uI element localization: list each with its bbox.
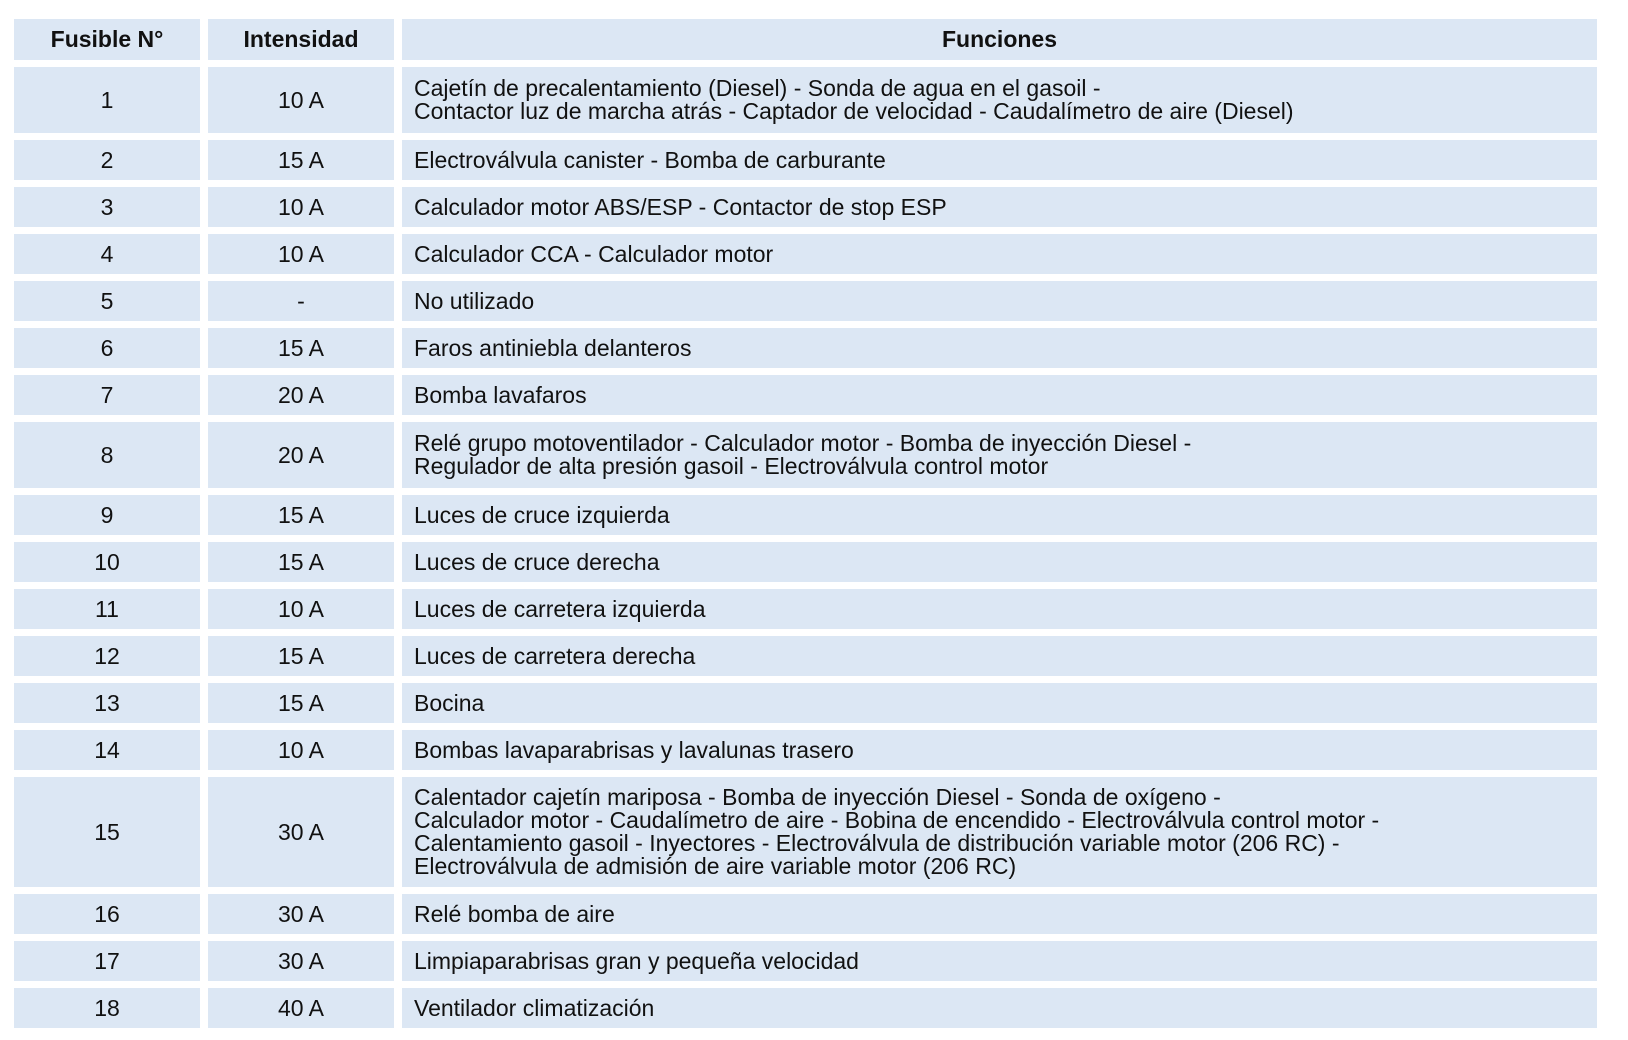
functions-cell [402,894,1597,934]
fuse-number-cell [14,730,200,770]
functions-cell [402,140,1597,180]
intensity-cell-text: 10 A [277,595,325,622]
functions-cell-text: Relé bomba de aire [414,900,615,927]
fuse-number-cell [14,67,200,133]
header-intensity: Intensidad [208,19,394,60]
intensity-cell [208,988,394,1028]
fuse-number-cell-text: 5 [100,287,114,314]
functions-cell [402,67,1597,133]
intensity-cell [208,328,394,368]
fuse-number-cell [14,941,200,981]
functions-cell-text: Luces de cruce derecha [414,548,660,575]
functions-cell [402,636,1597,676]
fuse-number-cell [14,777,200,887]
functions-cell [402,375,1597,415]
intensity-cell-text: 15 A [277,146,325,173]
fuse-number-cell-text: 7 [100,381,114,408]
functions-cell-text: Cajetín de precalentamiento (Diesel) - Sonda de agua en el gasoil - Contactor luz de marcha atrás - Captador de velocidad - Caudalímetro de aire (Diesel) [414,75,1294,124]
functions-cell-text: Relé grupo motoventilador - Calculador motor - Bomba de inyección Diesel - Regulador de alta presión gasoil - Electroválvula control motor [414,430,1192,479]
functions-cell-text: Calculador CCA - Calculador motor [414,240,774,267]
fuse-number-cell-text: 13 [94,689,120,716]
fuse-number-cell [14,281,200,321]
functions-cell [402,422,1597,488]
functions-cell [402,234,1597,274]
intensity-cell [208,636,394,676]
fuse-number-cell-text: 9 [100,501,114,528]
fuse-number-cell [14,187,200,227]
intensity-cell-text: 15 A [277,642,325,669]
intensity-cell [208,589,394,629]
intensity-cell-text: 15 A [277,689,325,716]
functions-cell [402,941,1597,981]
intensity-cell [208,375,394,415]
functions-cell-text: Electroválvula canister - Bomba de carburante [414,146,886,173]
fuse-number-cell-text: 6 [100,334,114,361]
intensity-cell-text: 15 A [277,548,325,575]
fuse-number-cell-text: 11 [95,595,119,622]
intensity-cell-text: 10 A [277,193,325,220]
functions-cell-text: Bombas lavaparabrisas y lavalunas trasero [414,736,854,763]
intensity-cell-text: 10 A [277,86,325,113]
fuse-number-cell [14,140,200,180]
fuse-number-cell-text: 16 [94,900,120,927]
intensity-cell [208,894,394,934]
intensity-cell-text: 40 A [277,994,325,1021]
intensity-cell-text: 20 A [277,441,325,468]
functions-cell [402,683,1597,723]
functions-cell [402,589,1597,629]
fuse-number-cell [14,495,200,535]
fuse-number-cell-text: 17 [94,947,120,974]
fuse-number-cell [14,375,200,415]
functions-cell-text: Bomba lavafaros [414,381,587,408]
fuse-number-cell [14,894,200,934]
intensity-cell [208,67,394,133]
intensity-cell [208,683,394,723]
functions-cell-text: Calentador cajetín mariposa - Bomba de inyección Diesel - Sonda de oxígeno - Calculador motor - Caudalímetro de aire - Bobina de encendido - Electroválvula control motor - Calentamiento gasoil - Inyectores - Electroválvula de distribución variable motor (206 RC) - Electroválvula de admisión de aire variable motor (206 RC) [414,784,1380,879]
fuse-number-cell [14,589,200,629]
fuse-number-cell-text: 1 [100,86,114,113]
fuse-number-cell-text: 15 [94,818,120,845]
intensity-cell [208,187,394,227]
functions-cell [402,495,1597,535]
fuse-number-cell [14,422,200,488]
fuse-number-cell-text: 18 [94,994,120,1021]
functions-cell-text: Bocina [414,689,485,716]
intensity-cell [208,140,394,180]
intensity-cell-text: 30 A [277,900,325,927]
intensity-cell-text: 15 A [277,334,325,361]
functions-cell-text: Calculador motor ABS/ESP - Contactor de stop ESP [414,193,947,220]
intensity-cell-text: 20 A [277,381,325,408]
intensity-cell-text: 10 A [277,736,325,763]
functions-cell [402,777,1597,887]
functions-cell-text: Luces de carretera izquierda [414,595,706,622]
functions-cell [402,988,1597,1028]
intensity-cell [208,281,394,321]
functions-cell-text: Faros antiniebla delanteros [414,334,692,361]
fuse-number-cell [14,328,200,368]
intensity-cell-text: 30 A [277,818,325,845]
fuse-number-cell-text: 14 [94,736,120,763]
fuse-number-cell-text: 4 [100,240,114,267]
intensity-cell-text: 15 A [277,501,325,528]
functions-cell [402,542,1597,582]
header-functions: Funciones [402,19,1597,60]
functions-cell [402,730,1597,770]
intensity-cell [208,941,394,981]
functions-cell-text: Luces de cruce izquierda [414,501,670,528]
fuse-number-cell [14,683,200,723]
fuse-table [14,19,1597,1035]
fuse-number-cell-text: 2 [100,146,114,173]
intensity-cell [208,234,394,274]
functions-cell-text: Ventilador climatización [414,994,655,1021]
fuse-number-cell-text: 12 [94,642,120,669]
intensity-cell [208,730,394,770]
intensity-cell [208,422,394,488]
intensity-cell-text: 10 A [277,240,325,267]
fuse-number-cell-text: 8 [100,441,114,468]
fuse-number-cell [14,542,200,582]
intensity-cell [208,495,394,535]
intensity-cell [208,777,394,887]
functions-cell [402,328,1597,368]
functions-cell-text: No utilizado [414,287,535,314]
functions-cell-text: Luces de carretera derecha [414,642,696,669]
intensity-cell-text: - [297,287,305,314]
fuse-number-cell [14,636,200,676]
fuse-number-cell-text: 10 [94,548,120,575]
fuse-number-cell [14,988,200,1028]
functions-cell [402,187,1597,227]
functions-cell-text: Limpiaparabrisas gran y pequeña velocidad [414,947,859,974]
functions-cell [402,281,1597,321]
fuse-number-cell [14,234,200,274]
intensity-cell-text: 30 A [277,947,325,974]
fuse-number-cell-text: 3 [100,193,114,220]
intensity-cell [208,542,394,582]
header-fuse-number: Fusible N° [14,19,200,60]
